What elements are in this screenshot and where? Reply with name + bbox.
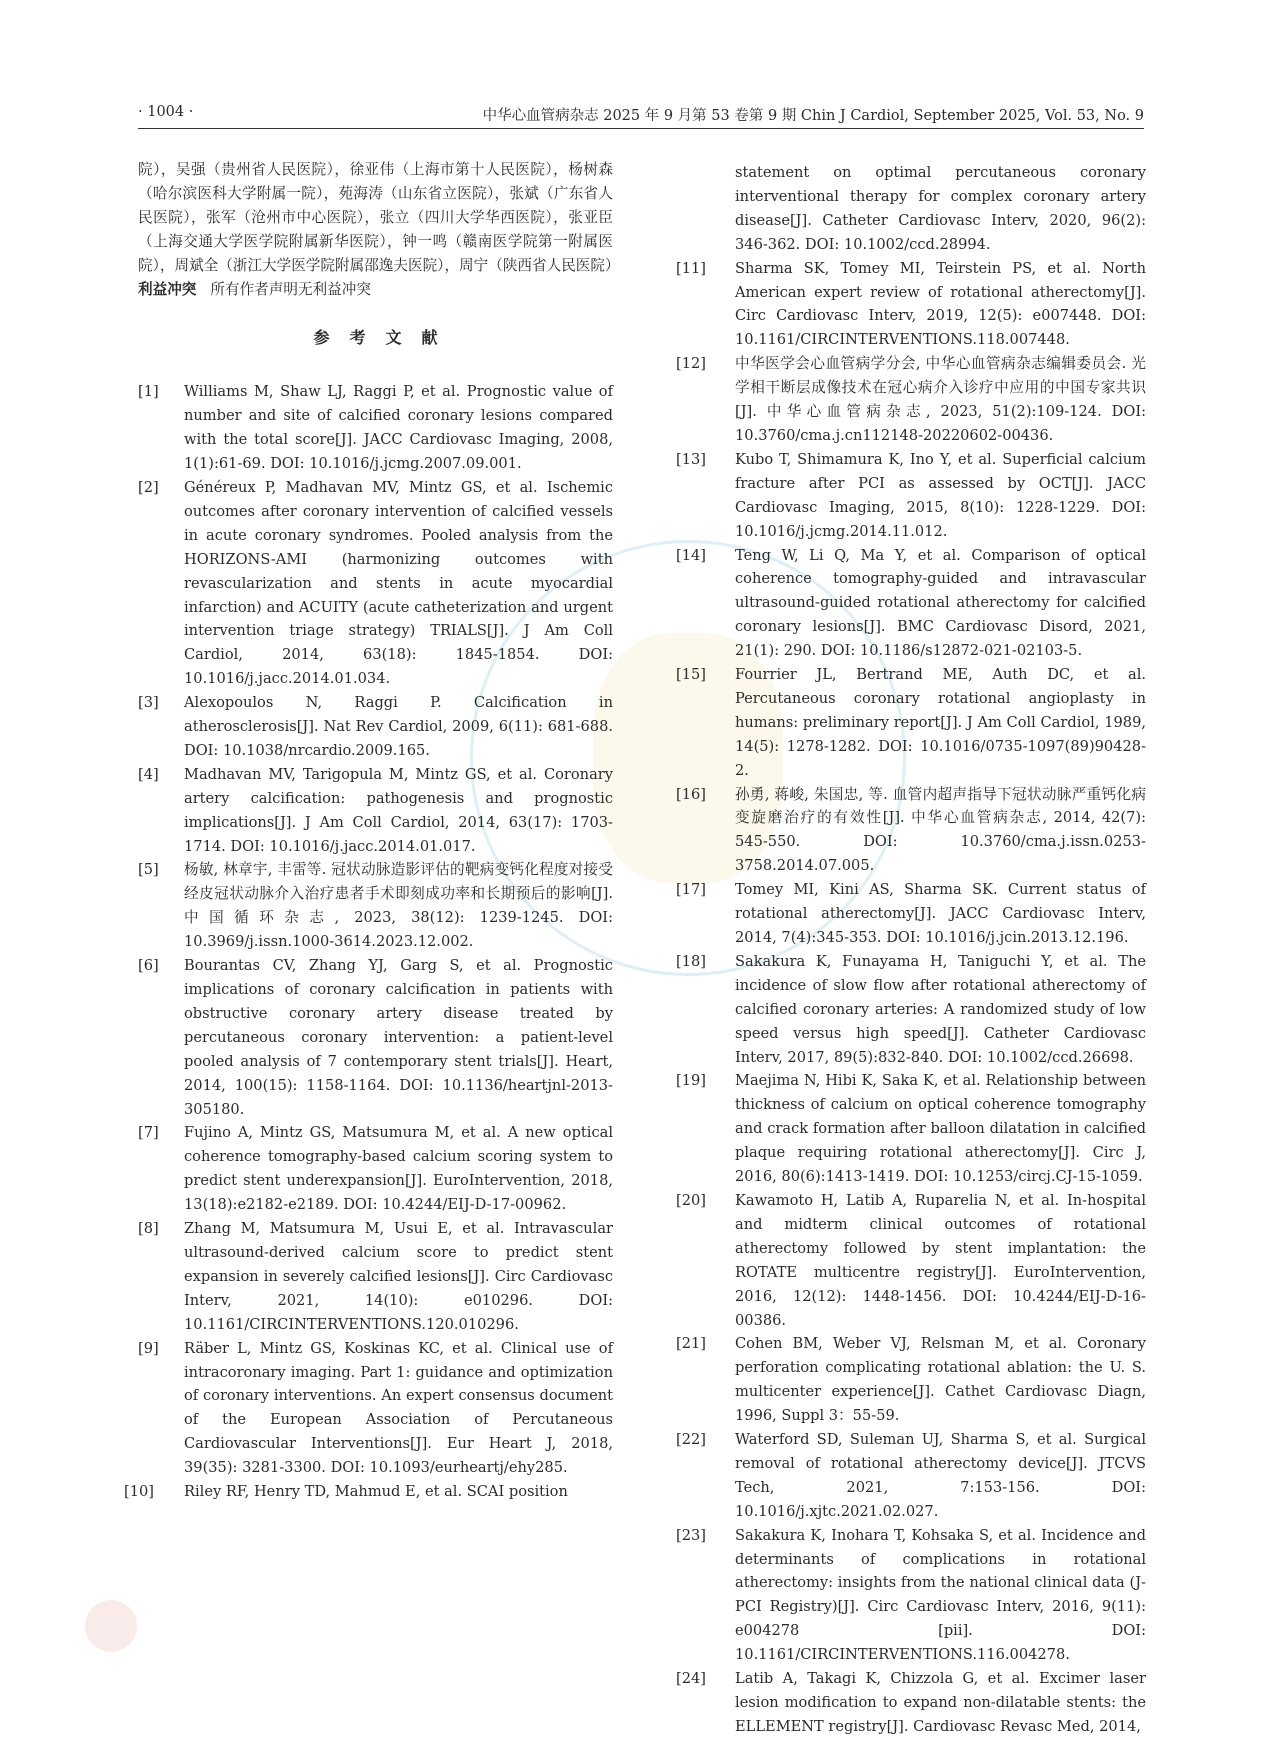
coi-text: 所有作者声明无利益冲突 (210, 280, 371, 298)
reference-number: [5] (138, 861, 159, 879)
reference-text: Sakakura K, Inohara T, Kohsaka S, et al. Incidence and determinants of complications in rotational atherectomy: insights from the national clinical data (J-PCI Registry)[J]. Circ Cardiovasc Interv, 2016, 9(11): e004278 [pii]. DOI: 10.1161/CIRCINTERVENTIONS.116.004278. (735, 1526, 1146, 1664)
reference-text: Bourantas CV, Zhang YJ, Garg S, et al. Prognostic implications of coronary calcification in patients with obstructive coronary artery disease treated by percutaneous coronary intervention: a patient-level pooled analysis of 7 contemporary stent trials[J]. Heart, 2014, 100(15): 1158-1164. DOI: 10.1136/heartjnl-2013-305180. (184, 957, 613, 1118)
reference-number: [22] (676, 1431, 706, 1449)
reference-number: [8] (138, 1220, 159, 1238)
reference-text: Teng W, Li Q, Ma Y, et al. Comparison of optical coherence tomography-guided and intravascular ultrasound-guided rotational atherectomy for calcified coronary lesions[J]. BMC Cardiovasc Disord, 2021, 21(1): 290. DOI: 10.1186/s12872-021-02103-5. (735, 546, 1146, 660)
reference-item (138, 1217, 613, 1337)
reference-text: 孙勇, 蒋峻, 朱国忠, 等. 血管内超声指导下冠状动脉严重钙化病变旋磨治疗的有效性[J]. 中华心血管病杂志, 2014, 42(7): 545-550. DOI: 10.3760/cma.j.issn.0253-3758.2014.07.005. (735, 785, 1146, 875)
reference-item (676, 448, 1146, 544)
reference-item (676, 1189, 1146, 1332)
reference-text: Maejima N, Hibi K, Saka K, et al. Relationship between thickness of calcium on optical coherence tomography and crack formation after balloon dilatation in calcified plaque requiring rotational atherectomy[J]. Circ J, 2016, 80(6):1413-1419. DOI: 10.1253/circj.CJ-15-1059. (735, 1072, 1146, 1186)
reference-number: [2] (138, 478, 159, 496)
reference-number: [23] (676, 1526, 706, 1544)
reference-item (676, 352, 1146, 448)
reference-text: Généreux P, Madhavan MV, Mintz GS, et al. Ischemic outcomes after coronary intervention of calcified vessels in acute coronary syndromes. Pooled analysis from the HORIZONS-AMI (harmonizing outcomes with revascularization and stents in acute myocardial infarction) and ACUITY (acute catheterization and urgent intervention triage strategy) TRIALS[J]. J Am Coll Cardiol, 2014, 63(18): 1845-1854. DOI: 10.1016/j.jacc.2014.01.034. (184, 478, 613, 688)
reference-text: Kubo T, Shimamura K, Ino Y, et al. Superficial calcium fracture after PCI as assessed by OCT[J]. JACC Cardiovasc Imaging, 2015, 8(10): 1228-1229. DOI: 10.1016/j.jcmg.2014.11.012. (735, 450, 1146, 540)
reference-text: Kawamoto H, Latib A, Ruparelia N, et al. In-hospital and midterm clinical outcomes of rotational atherectomy followed by stent implantation: the ROTATE multicentre registry[J]. EuroIntervention, 2016, 12(12): 1448-1456. DOI: 10.4244/EIJ-D-16-00386. (735, 1191, 1146, 1329)
reference-item (676, 1069, 1146, 1189)
reference-item (138, 858, 613, 954)
reference-item (676, 950, 1146, 1070)
acknowledgement-text: 院），吴强（贵州省人民医院），徐亚伟（上海市第十人民医院），杨树森（哈尔滨医科大学附属一院），苑海涛（山东省立医院），张斌（广东省人民医院），张军（沧州市中心医院），张立（四川大学华西医院），张亚臣（上海交通大学医学院附属新华医院），钟一鸣（赣南医学院第一附属医院），周斌全（浙江大学医学院附属邵逸夫医院），周宁（陕西省人民医院） (138, 161, 620, 274)
reference-number: [1] (138, 383, 159, 401)
reference-number: [17] (676, 881, 706, 899)
reference-item (124, 1480, 613, 1504)
left-column (124, 158, 620, 1504)
reference-text: Zhang M, Matsumura M, Usui E, et al. Intravascular ultrasound-derived calcium score to predict stent expansion in severely calcified lesions[J]. Circ Cardiovasc Interv, 2021, 14(10): e010296. DOI: 10.1161/CIRCINTERVENTIONS.120.010296. (184, 1220, 613, 1333)
reference-number: [15] (676, 666, 706, 684)
references-title: 参考文献 (313, 328, 458, 348)
reference-item (138, 763, 613, 859)
reference-number: [3] (138, 694, 159, 712)
reference-text: Fourrier JL, Bertrand ME, Auth DC, et al. Percutaneous coronary rotational angioplasty in humans: preliminary report[J]. J Am Coll Cardiol, 1989, 14(5): 1278-1282. DOI: 10.1016/0735-1097(89)90428-2. (735, 666, 1146, 779)
reference-number: [4] (138, 765, 159, 783)
publisher-logo (85, 1600, 137, 1652)
reference-item (676, 257, 1146, 353)
reference-item (676, 878, 1146, 950)
journal-citation: 中华心血管病杂志 2025 年 9 月第 53 卷第 9 期 Chin J Cardiol, September 2025, Vol. 53, No. 9 (482, 108, 1144, 124)
reference-item (676, 1428, 1146, 1524)
reference-number: [9] (138, 1339, 159, 1357)
reference-number: [14] (676, 546, 706, 564)
reference-number: [10] (124, 1483, 154, 1501)
reference-text: Cohen BM, Weber VJ, Relsman M, et al. Coronary perforation complicating rotational ablation: the U. S. multicenter experience[J]. Cathet Cardiovasc Diagn, 1996, Suppl 3：55-59. (735, 1335, 1146, 1425)
reference-text: Sakakura K, Funayama H, Taniguchi Y, et al. The incidence of slow flow after rotational atherectomy of calcified coronary arteries: A randomized study of low speed versus high speed[J]. Catheter Cardiovasc Interv, 2017, 89(5):832-840. DOI: 10.1002/ccd.26698. (735, 952, 1146, 1066)
reference-number: [7] (138, 1124, 159, 1142)
reference-item (138, 954, 613, 1121)
reference-text: Williams M, Shaw LJ, Raggi P, et al. Prognostic value of number and site of calcified coronary lesions compared with the total score[J]. JACC Cardiovasc Imaging, 2008, 1(1):61-69. DOI: 10.1016/j.jcmg.2007.09.001. (184, 383, 613, 473)
reference-item (676, 1332, 1146, 1428)
reference-item (676, 783, 1146, 879)
reference-number: [19] (676, 1072, 706, 1090)
page-number: · 1004 · (138, 104, 194, 120)
reference-text: Sharma SK, Tomey MI, Teirstein PS, et al. North American expert review of rotational atherectomy[J]. Circ Cardiovasc Interv, 2019, 12(5): e007448. DOI: 10.1161/CIRCINTERVENTIONS.118.007448. (735, 259, 1146, 349)
reference-text: Räber L, Mintz GS, Koskinas KC, et al. Clinical use of intracoronary imaging. Part 1: guidance and optimization of coronary interventions. An expert consensus document of the European Association of Percutaneous Cardiovascular Interventions[J]. Eur Heart J, 2018, 39(35): 3281-3300. DOI: 10.1093/eurheartj/ehy285. (184, 1339, 613, 1477)
coi-label: 利益冲突 (138, 280, 197, 298)
reference-text: 中华医学会心血管病学分会, 中华心血管病杂志编辑委员会. 光学相干断层成像技术在冠心病介入诊疗中应用的中国专家共识[J]. 中华心血管病杂志, 2023, 51(2):109-124. DOI: 10.3760/cma.j.cn112148-20220602-00436. (735, 355, 1146, 444)
reference-item (138, 691, 613, 763)
reference-text: 杨敏, 林章宇, 丰雷等. 冠状动脉造影评估的靶病变钙化程度对接受经皮冠状动脉介入治疗患者手术即刻成功率和长期预后的影响[J]. 中国循环杂志, 2023, 38(12): 1239-1245. DOI: 10.3969/j.issn.1000-3614.2023.12.002. (184, 861, 613, 951)
reference-text: Fujino A, Mintz GS, Matsumura M, et al. A new optical coherence tomography-based calcium scoring system to predict stent underexpansion[J]. EuroIntervention, 2018, 13(18):e2182-e2189. DOI: 10.4244/EIJ-D-17-00962. (184, 1124, 613, 1214)
reference-item (676, 544, 1146, 664)
reference-number: [21] (676, 1335, 706, 1353)
reference-text: Waterford SD, Suleman UJ, Sharma S, et al. Surgical removal of rotational atherectomy device[J]. JTCVS Tech, 2021, 7:153-156. DOI: 10.1016/j.xjtc.2021.02.027. (735, 1431, 1146, 1520)
reference-number: [20] (676, 1191, 706, 1209)
reference-item (138, 1337, 613, 1480)
reference-item (138, 380, 613, 476)
page-header (138, 104, 1144, 129)
reference-number: [11] (676, 259, 706, 277)
reference-text: Latib A, Takagi K, Chizzola G, et al. Excimer laser lesion modification to expand non-dilatable stents: the ELLEMENT registry[J]. Cardiovasc Revasc Med, 2014, (735, 1670, 1146, 1735)
reference-number: [6] (138, 957, 159, 975)
reference-continuation: statement on optimal percutaneous coronary interventional therapy for complex coronary artery disease[J]. Catheter Cardiovasc Interv, 2020, 96(2): 346-362. DOI: 10.1002/ccd.28994. (735, 164, 1146, 253)
reference-text: Tomey MI, Kini AS, Sharma SK. Current status of rotational atherectomy[J]. JACC Cardiovasc Interv, 2014, 7(4):345-353. DOI: 10.1016/j.jcin.2013.12.196. (735, 881, 1146, 946)
reference-text: Alexopoulos N, Raggi P. Calcification in atherosclerosis[J]. Nat Rev Cardiol, 2009, 6(11): 681-688. DOI: 10.1038/nrcardio.2009.165. (184, 694, 613, 759)
reference-text: Riley RF, Henry TD, Mahmud E, et al. SCAI position (184, 1483, 568, 1501)
reference-item (138, 476, 613, 691)
reference-item (676, 663, 1146, 783)
conflict-of-interest (138, 278, 613, 302)
reference-number: [12] (676, 355, 706, 373)
reference-number: [16] (676, 785, 706, 803)
reference-item (676, 1524, 1146, 1667)
reference-item (138, 1121, 613, 1217)
reference-text: Madhavan MV, Tarigopula M, Mintz GS, et al. Coronary artery calcification: pathogenesis and prognostic implications[J]. J Am Coll Cardiol, 2014, 63(17): 1703-1714. DOI: 10.1016/j.jacc.2014.01.017. (184, 765, 613, 855)
reference-number: [13] (676, 450, 706, 468)
reference-number: [24] (676, 1670, 706, 1688)
reference-item (676, 1667, 1146, 1739)
reference-number: [18] (676, 952, 706, 970)
right-column (676, 161, 1146, 1739)
